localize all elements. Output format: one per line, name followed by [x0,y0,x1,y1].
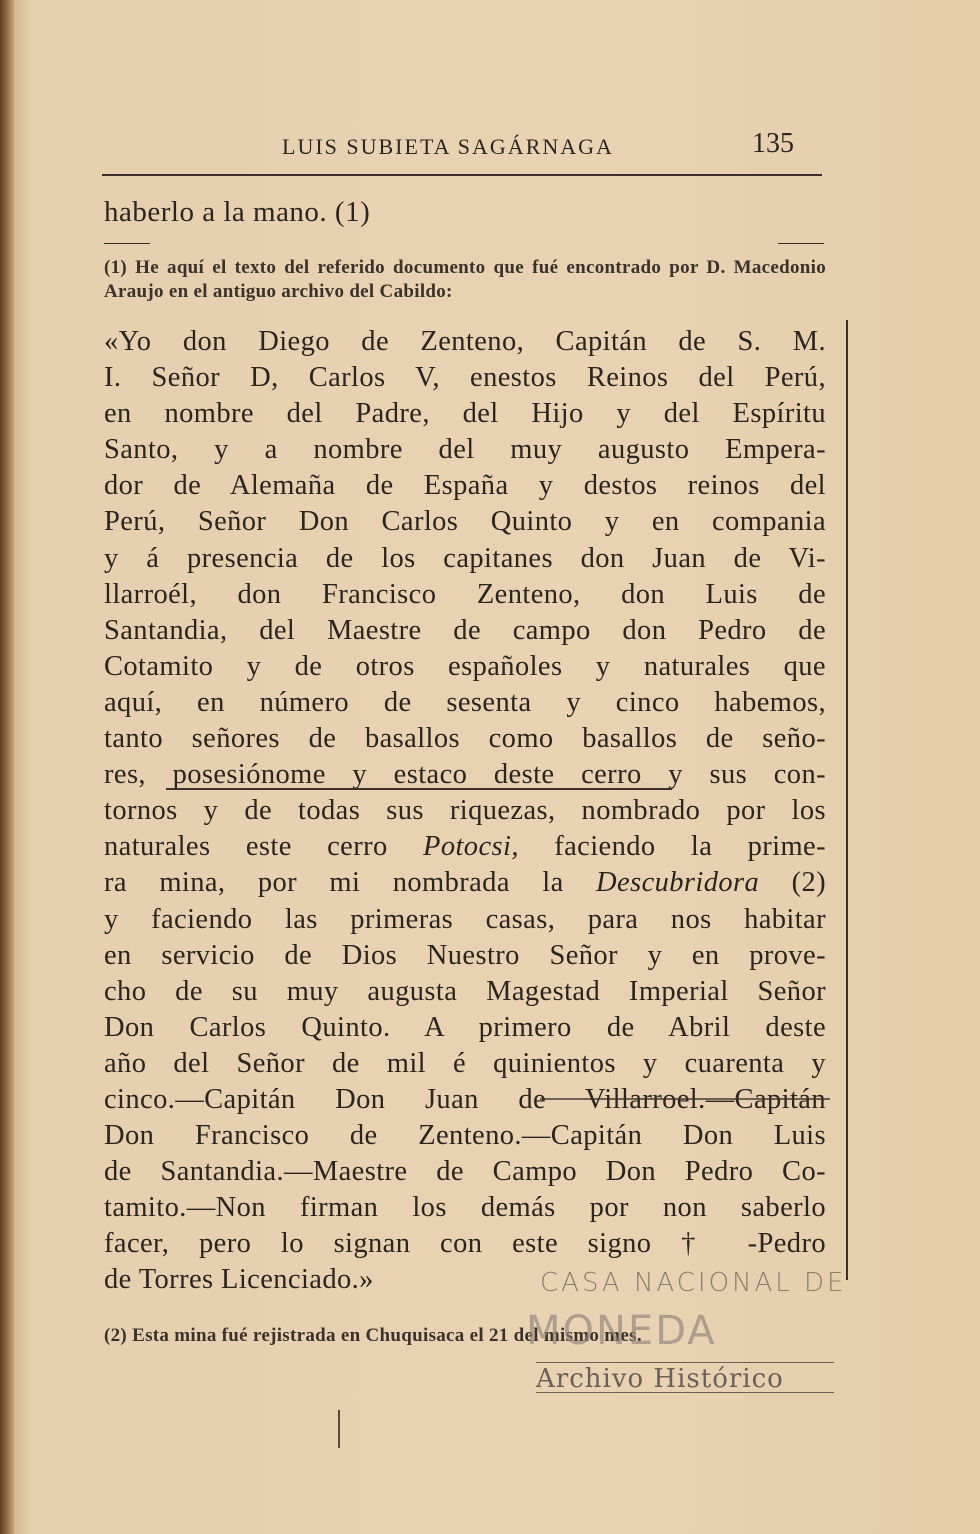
text-line: cinco.—Capitán Don Juan de Villarroel.—Capitán [104,1083,826,1115]
text-line: res, posesiónome y estaco deste cerro y sus con- [104,759,826,791]
text-line: y faciendo las primeras casas, para nos habitar [104,903,826,935]
footnote-separator [104,243,150,244]
text-line: «Yo don Diego de Zenteno, Capitán de S. M. [104,326,826,357]
italic-word: Descubridora [596,867,760,899]
text-line: tamito.—Non firman los demás por non saberlo [104,1192,826,1224]
text-line: Santo, y a nombre del muy augusto Empera- [104,434,826,466]
text-fragment: ra mina, por mi nombrada la [104,867,564,899]
lead-line: haberlo a la mano. (1) [104,196,371,228]
text-line: I. Señor D, Carlos V, enestos Reinos del Perú, [104,362,826,394]
text-line-with-italic [104,865,826,901]
footnote-2: (2) Esta mina fué rejistrada en Chuquisaca el 21 del mismo mes. [104,1325,642,1346]
text-line: Don Carlos Quinto. A primero de Abril deste [104,1011,826,1043]
page-header [100,128,820,162]
document-transcription [104,324,826,1299]
pencil-underline [166,788,672,790]
pencil-strikethrough [540,1098,830,1100]
text-line: facer, pero lo signan con este signo † -Pedro [104,1228,826,1260]
text-fragment: faciendo la prime- [554,831,826,863]
page-number: 135 [752,128,794,159]
footnote-1: (1) He aquí el texto del referido documento que fué encontrado por D. Macedonio Araujo en el antiguo archivo del Cabildo: [104,257,826,302]
text-line: año del Señor de mil é quinientos y cuarenta y [104,1047,826,1079]
archive-stamp-top: CASA NACIONAL DE [540,1268,847,1298]
text-line: Cotamito y de otros españoles y naturales que [104,650,826,682]
text-line-with-italic [104,829,826,865]
text-line: llarroél, don Francisco Zenteno, don Luis de [104,578,826,610]
italic-word: Potocsi, [423,831,519,863]
text-line: en servicio de Dios Nuestro Señor y en prove- [104,939,826,971]
book-spine [0,0,14,1534]
text-fragment: naturales este cerro [104,831,388,863]
text-line: de Torres Licenciado.» [104,1264,374,1296]
text-line: dor de Alemaña de España y destos reinos del [104,470,826,502]
margin-pencil-line [846,320,848,1280]
pencil-mark [338,1410,340,1448]
archive-stamp-bottom: Archivo Histórico [536,1364,784,1394]
running-head: LUIS SUBIETA SAGÁRNAGA [282,134,614,159]
stamp-rule [536,1392,834,1393]
header-rule [102,174,822,176]
text-line: tanto señores de basallos como basallos de seño- [104,723,826,755]
text-line: Santandia, del Maestre de campo don Pedro de [104,614,826,646]
text-line: aquí, en número de sesenta y cinco habemos, [104,686,826,718]
text-line: Perú, Señor Don Carlos Quinto y en compania [104,506,826,538]
footnote-separator [778,243,824,244]
archive-stamp-middle: MONEDA [526,1308,717,1354]
text-line: cho de su muy augusta Magestad Imperial Señor [104,975,826,1007]
text-fragment: (2) [791,867,827,899]
text-line: en nombre del Padre, del Hijo y del Espíritu [104,398,826,430]
text-line: y á presencia de los capitanes don Juan de Vi- [104,542,826,574]
stamp-rule [536,1362,834,1363]
text-line: Don Francisco de Zenteno.—Capitán Don Luis [104,1120,826,1152]
text-line: tornos y de todas sus riquezas, nombrado por los [104,795,826,827]
text-line: de Santandia.—Maestre de Campo Don Pedro Co- [104,1156,826,1188]
